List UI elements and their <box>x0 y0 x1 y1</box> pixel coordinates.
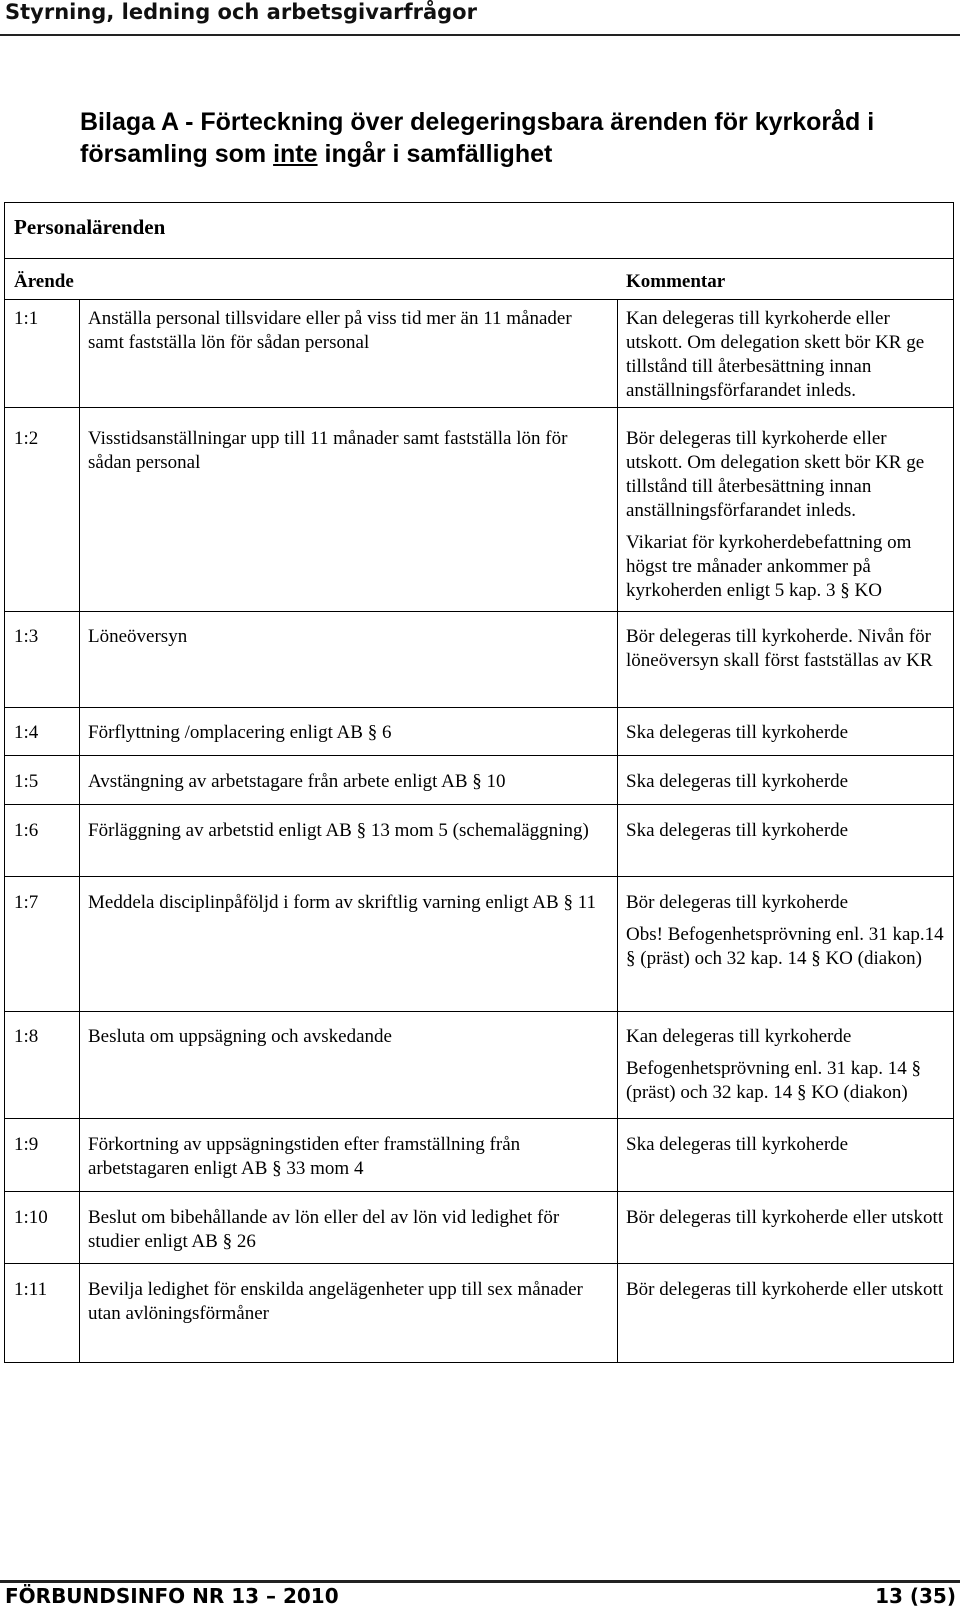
case-description: Anställa personal tillsvidare eller på viss tid mer än 11 månader samt fastställa lön för sådan personal <box>88 308 572 353</box>
comment-paragraph: Kan delegeras till kyrkoherde <box>626 1026 852 1047</box>
comment-paragraph: Bör delegeras till kyrkoherde eller utskott. Om delegation skett bör KR ge tillstånd till återbesättning innan anställningsförfarandet inleds. <box>626 428 925 521</box>
row-divider <box>5 407 953 408</box>
title-emphasis: inte <box>273 140 318 168</box>
comment-paragraph: Ska delegeras till kyrkoherde <box>626 1134 849 1155</box>
comment-paragraph: Bör delegeras till kyrkoherde eller utskott <box>626 1207 944 1228</box>
footer-rule <box>0 1580 960 1583</box>
case-number: 1:11 <box>14 1279 48 1300</box>
footer-publication: FÖRBUNDSINFO NR 13 – 2010 <box>5 1584 339 1608</box>
row-divider <box>5 299 953 300</box>
title-part-2: ingår i samfällighet <box>317 140 553 168</box>
row-divider <box>5 1118 953 1119</box>
comment-paragraph: Befogenhetsprövning enl. 31 kap. 14 § (präst) och 32 kap. 14 § KO (diakon) <box>626 1058 921 1103</box>
row-divider <box>5 1263 953 1264</box>
case-number: 1:10 <box>14 1207 48 1228</box>
column-header-case: Ärende <box>14 271 74 292</box>
case-comment <box>626 1025 946 1105</box>
case-number: 1:7 <box>14 892 39 913</box>
case-comment <box>626 721 946 745</box>
column-header-comment: Kommentar <box>626 271 726 292</box>
row-divider <box>5 1191 953 1192</box>
case-number: 1:9 <box>14 1134 39 1155</box>
case-comment <box>626 1133 946 1157</box>
comment-paragraph: Vikariat för kyrkoherdebefattning om högst tre månader ankommer på kyrkoherden enligt 5 kap. 3 § KO <box>626 532 912 601</box>
document-title <box>80 106 950 170</box>
row-divider <box>5 876 953 877</box>
comment-paragraph: Obs! Befogenhetsprövning enl. 31 kap.14 § (präst) och 32 kap. 14 § KO (diakon) <box>626 924 944 969</box>
comment-paragraph: Bör delegeras till kyrkoherde eller utskott <box>626 1279 944 1300</box>
row-divider <box>5 755 953 756</box>
case-comment <box>626 891 946 971</box>
case-description: Bevilja ledighet för enskilda angelägenheter upp till sex månader utan avlöningsförmåner <box>88 1279 583 1324</box>
running-header: Styrning, ledning och arbetsgivarfrågor <box>5 0 477 24</box>
comment-paragraph: Bör delegeras till kyrkoherde <box>626 892 849 913</box>
comment-paragraph: Ska delegeras till kyrkoherde <box>626 722 849 743</box>
delegation-table <box>4 202 954 1363</box>
section-heading: Personalärenden <box>14 215 166 239</box>
case-number: 1:8 <box>14 1026 39 1047</box>
case-comment <box>626 307 946 403</box>
case-number: 1:1 <box>14 308 39 329</box>
column-divider-comment <box>617 299 618 1363</box>
row-divider <box>5 804 953 805</box>
header-rule <box>0 34 960 36</box>
case-description: Avstängning av arbetstagare från arbete enligt AB § 10 <box>88 771 506 792</box>
row-divider <box>5 1011 953 1012</box>
case-number: 1:6 <box>14 820 39 841</box>
comment-paragraph: Ska delegeras till kyrkoherde <box>626 820 849 841</box>
case-comment <box>626 770 946 794</box>
case-description: Visstidsanställningar upp till 11 månader samt fastställa lön för sådan personal <box>88 428 568 473</box>
case-number: 1:5 <box>14 771 39 792</box>
case-description: Förflyttning /omplacering enligt AB § 6 <box>88 722 392 743</box>
case-number: 1:3 <box>14 626 39 647</box>
comment-paragraph: Kan delegeras till kyrkoherde eller utskott. Om delegation skett bör KR ge tillstånd till återbesättning innan anställningsförfarandet inleds. <box>626 308 925 401</box>
case-comment <box>626 1278 946 1302</box>
case-comment <box>626 1206 946 1230</box>
case-description: Förkortning av uppsägningstiden efter framställning från arbetstagaren enligt AB § 33 mom 4 <box>88 1134 521 1179</box>
section-divider <box>5 258 953 259</box>
title-part-1: Bilaga A - Förteckning över delegeringsbara ärenden för kyrkoråd i församling som <box>80 108 875 168</box>
case-description: Meddela disciplinpåföljd i form av skriftlig varning enligt AB § 11 <box>88 892 596 913</box>
comment-paragraph: Ska delegeras till kyrkoherde <box>626 771 849 792</box>
case-description: Förläggning av arbetstid enligt AB § 13 mom 5 (schemaläggning) <box>88 820 589 841</box>
case-description: Besluta om uppsägning och avskedande <box>88 1026 392 1047</box>
row-divider <box>5 707 953 708</box>
row-divider <box>5 611 953 612</box>
case-comment <box>626 819 946 843</box>
column-divider-number <box>79 299 80 1363</box>
footer-page-number: 13 (35) <box>875 1584 956 1608</box>
case-description: Beslut om bibehållande av lön eller del av lön vid ledighet för studier enligt AB § 26 <box>88 1207 560 1252</box>
case-comment <box>626 625 946 673</box>
case-comment <box>626 427 946 603</box>
comment-paragraph: Bör delegeras till kyrkoherde. Nivån för löneöversyn skall först fastställas av KR <box>626 626 933 671</box>
case-number: 1:4 <box>14 722 39 743</box>
case-number: 1:2 <box>14 428 39 449</box>
case-description: Löneöversyn <box>88 626 188 647</box>
